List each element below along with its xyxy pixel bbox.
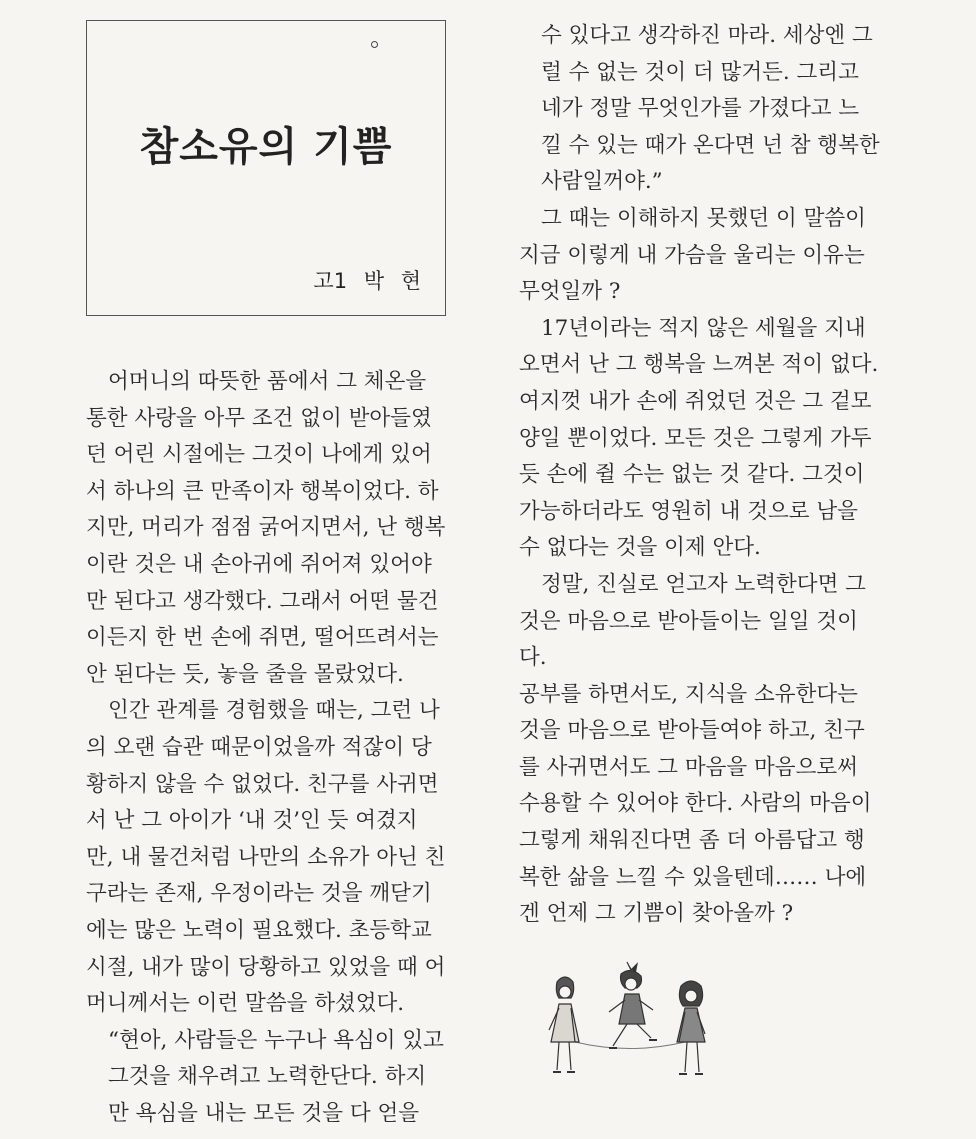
text-line: 지금 이렇게 내 가슴을 울리는 이유는 [519, 242, 865, 268]
text-line: 그 때는 이해하지 못했던 이 말씀이 [541, 205, 866, 231]
text-line: 공부를 하면서도, 지식을 소유한다는 [519, 681, 858, 707]
text-line: 낄 수 있는 때가 온다면 넌 참 행복한 [541, 132, 880, 158]
text-line: 듯 손에 쥘 수는 없는 것 같다. 그것이 [519, 462, 865, 488]
text-line: 네가 정말 무엇인가를 가졌다고 느 [541, 96, 860, 122]
text-line: “현아, 사람들은 누구나 욕심이 있고 [108, 1027, 444, 1053]
text-line: 서 난 그 아이가 ‘내 것’인 듯 여겼지 [86, 808, 418, 834]
title-box [86, 20, 446, 316]
text-line: 지만, 머리가 점점 굵어지면서, 난 행복 [86, 515, 446, 541]
text-line: 정말, 진실로 얻고자 노력한다면 그 [541, 571, 866, 597]
text-line: 를 사귀면서도 그 마음을 마음으로써 [519, 754, 858, 780]
text-line: 만, 내 물건처럼 나만의 소유가 아닌 친 [86, 844, 446, 870]
text-line: 만 욕심을 내는 모든 것을 다 얻을 [108, 1100, 420, 1126]
text-line: 인간 관계를 경험했을 때는, 그런 나 [108, 698, 440, 724]
text-line: 오면서 난 그 행복을 느껴본 적이 없다. [519, 352, 879, 378]
text-line: 것은 마음으로 받아들이는 일일 것이 [519, 608, 858, 634]
right-column [519, 18, 899, 933]
text-line: 무엇일까 ? [519, 279, 621, 305]
text-line: 황하지 않을 수 없었다. 친구를 사귀면 [86, 771, 439, 797]
text-line: 어머니의 따뜻한 품에서 그 체온을 [108, 369, 427, 394]
text-line: 그것을 채우려고 노력한단다. 하지 [108, 1064, 427, 1090]
text-line: 수 있다고 생각하진 마라. 세상엔 그 [541, 23, 873, 48]
text-line: 머니께서는 이런 말씀을 하셨었다. [86, 991, 405, 1017]
text-line: 것을 마음으로 받아들여야 하고, 친구 [519, 718, 865, 744]
text-line: 겐 언제 그 기쁨이 찾아올까 ? [519, 901, 794, 927]
text-line: 의 오랜 습관 때문이었을까 적잖이 당 [86, 734, 432, 760]
text-line: 만 된다고 생각했다. 그래서 어떤 물건 [86, 588, 439, 614]
rope-icon [575, 1042, 685, 1049]
text-line: 던 어린 시절에는 그것이 나에게 있어 [86, 442, 432, 468]
text-line: 사람일꺼야.” [541, 169, 663, 195]
text-line: 다. [519, 645, 547, 671]
text-line: 에는 많은 노력이 필요했다. 초등학교 [86, 917, 432, 943]
text-line: 양일 뿐이었다. 모든 것은 그렇게 가두 [519, 425, 872, 451]
author-byline: 고1 박 현 [313, 269, 421, 293]
right-girl-icon [677, 981, 705, 1074]
left-column [86, 364, 466, 1132]
ornament-dot-icon [371, 41, 378, 48]
text-line: 구라는 존재, 우정이라는 것을 깨닫기 [86, 881, 432, 907]
girls-jumping-rope-illustration [535, 960, 725, 1090]
text-line: 그렇게 채워진다면 좀 더 아름답고 행 [519, 828, 865, 854]
text-line: 이란 것은 내 손아귀에 쥐어져 있어야 [86, 551, 432, 577]
article-title: 참소유의 기쁨 [139, 124, 393, 170]
text-line: 서 하나의 큰 만족이자 행복이었다. 하 [86, 478, 439, 504]
text-line: 가능하더라도 영원히 내 것으로 남을 [519, 498, 858, 524]
text-line: 수용할 수 있어야 한다. 사람의 마음이 [519, 791, 872, 817]
text-line: 통한 사랑을 아무 조건 없이 받아들였 [86, 405, 432, 431]
text-line: 이든지 한 번 손에 쥐면, 떨어뜨려서는 [86, 625, 439, 651]
text-line: 시절, 내가 많이 당황하고 있었을 때 어 [86, 954, 446, 980]
text-line: 안 된다는 듯, 놓을 줄을 몰랐었다. [86, 661, 404, 687]
text-line: 17년이라는 적지 않은 세월을 지내 [541, 315, 866, 341]
text-line: 수 없다는 것을 이제 안다. [519, 535, 761, 561]
middle-girl-icon [609, 962, 657, 1048]
text-line: 복한 삶을 느낄 수 있을텐데…… 나에 [519, 864, 867, 890]
left-girl-icon [549, 977, 579, 1072]
text-line: 여지껏 내가 손에 쥐었던 것은 그 겉모 [519, 388, 872, 414]
text-line: 럴 수 없는 것이 더 많거든. 그리고 [541, 59, 859, 85]
